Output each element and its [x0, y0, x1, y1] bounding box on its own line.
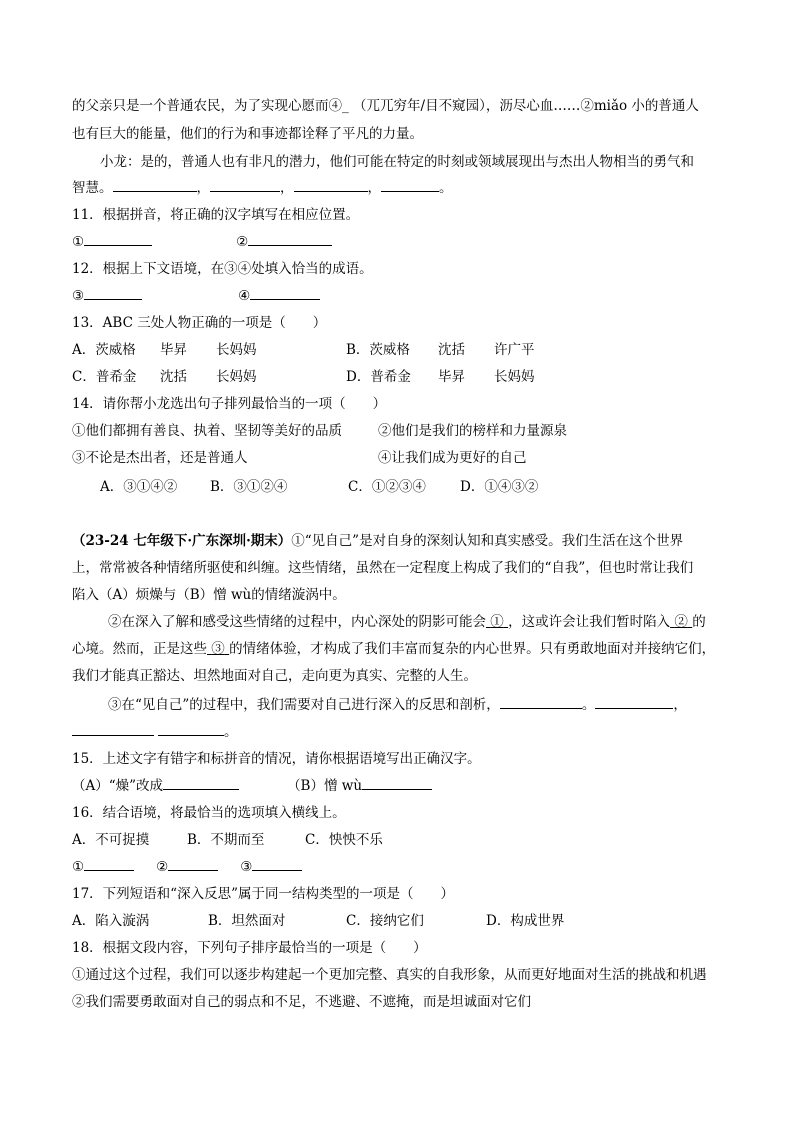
answer-blank[interactable]	[381, 178, 439, 192]
blank-marker: ③	[211, 641, 225, 657]
answer-label: ②	[156, 859, 169, 875]
option-d[interactable]: D．普希金	[346, 369, 411, 385]
option-b[interactable]: B．坦然面对	[208, 913, 286, 929]
passage-line	[108, 695, 754, 715]
question-14-sentences	[72, 421, 754, 441]
answer-blank[interactable]	[163, 776, 239, 790]
answer-blank[interactable]	[168, 857, 218, 871]
sentence-1: ①他们都拥有善良、执着、坚韧等美好的品质	[72, 423, 342, 439]
option-c[interactable]: C．怏怏不乐	[305, 832, 383, 848]
option-b[interactable]: B．茨威格	[346, 342, 410, 358]
question-14-options	[100, 477, 754, 497]
answer-label: ③	[240, 859, 253, 875]
option-d[interactable]: D．①④③②	[460, 479, 539, 495]
paragraph-line: 小龙：是的，普通人也有非凡的潜力，他们可能在特定的时刻或领域展现出与杰出人物相当的勇气和	[100, 154, 694, 170]
option-a-item: 长妈妈	[216, 342, 257, 358]
question-13-options-row	[72, 340, 754, 360]
option-b[interactable]: B．不期而至	[187, 832, 265, 848]
passage-text: ①“见自己”是对自身的深刻认知和真实感受。我们生活在这个世界	[291, 533, 684, 549]
option-d-item: 长妈妈	[494, 369, 535, 385]
question-15-answers	[72, 776, 754, 796]
passage-text: 的情绪体验，才构成了我们丰富而复杂的内心世界。只有勇敢地面对并接纳它们，	[229, 641, 716, 657]
passage-text: 心境。然而，正是这些	[72, 641, 207, 657]
sentence-3: ③不论是杰出者，还是普通人	[72, 450, 248, 466]
answer-blank[interactable]	[595, 695, 673, 709]
answer-blank[interactable]	[294, 178, 368, 192]
blank-marker: ②	[674, 614, 688, 630]
punctuation: 。	[581, 697, 596, 713]
passage-line: 我们才能真正豁达、坦然地面对自己，走向更为真实、完整的人生。	[72, 668, 477, 684]
question-13-stem: 13．ABC 三处人物正确的一项是（ ）	[72, 315, 327, 331]
option-a[interactable]: A．陷入漩涡	[72, 913, 150, 929]
answer-label: （A）“燥”改成	[72, 778, 164, 794]
answer-label: ①	[72, 234, 85, 250]
option-c[interactable]: C．接纳它们	[346, 913, 424, 929]
option-a-item: 毕昇	[160, 342, 187, 358]
question-14-sentences	[72, 448, 754, 468]
passage-line	[72, 722, 754, 742]
answer-label: ①	[72, 859, 85, 875]
question-18-sentence: ②我们需要勇敢面对自己的弱点和不足，不逃避、不遮掩，而是坦诚面对它们	[72, 994, 531, 1010]
answer-blank[interactable]	[72, 722, 154, 736]
paragraph-line	[72, 178, 754, 198]
answer-blank[interactable]	[500, 695, 582, 709]
answer-blank[interactable]	[113, 178, 197, 192]
answer-label: （B）憎 wù	[287, 778, 363, 794]
answer-blank[interactable]	[84, 286, 142, 300]
paragraph-line: 的父亲只是一个普通农民，为了实现心愿而④_ （兀兀穷年/目不窥园），沥尽心血……②miǎo 小的普通人	[72, 98, 699, 114]
sentence-4: ④让我们成为更好的自己	[378, 450, 527, 466]
answer-blank[interactable]	[252, 857, 302, 871]
question-18-stem: 18．根据文段内容，下列句子排序最恰当的一项是（ ）	[72, 940, 427, 956]
option-d-item: 毕昇	[438, 369, 465, 385]
question-16-options	[72, 830, 754, 850]
passage-line: 上，常常被各种情绪所驱使和纠缠。这些情绪，虽然在一定程度上构成了我们的“自我”，但也时常让我们	[72, 560, 694, 576]
question-17-options	[72, 911, 754, 931]
passage-text: 的	[692, 614, 706, 630]
passage-text: ③在“见自己”的过程中，我们需要对自己进行深入的反思和剖析，	[108, 697, 500, 713]
question-15-stem: 15．上述文字有错字和标拼音的情况，请你根据语境写出正确汉字。	[72, 751, 481, 767]
answer-blank[interactable]	[84, 857, 134, 871]
paragraph-text: 智慧。	[72, 180, 113, 196]
question-11-answers	[72, 232, 754, 252]
question-14-stem: 14．请你帮小龙选出句子排列最恰当的一项（ ）	[72, 396, 387, 412]
answer-label: ③	[72, 288, 85, 304]
sentence-2: ②他们是我们的榜样和力量源泉	[378, 423, 567, 439]
option-c-item: 长妈妈	[216, 369, 257, 385]
blank-marker: ①	[490, 614, 504, 630]
paragraph-line: 也有巨大的能量，他们的行为和事迹都诠释了平凡的力量。	[72, 126, 423, 142]
punctuation: 。	[439, 180, 453, 196]
punctuation: ，	[367, 180, 381, 196]
option-c[interactable]: C．普希金	[72, 369, 137, 385]
passage-line	[108, 612, 754, 632]
punctuation: ，	[280, 180, 294, 196]
option-b-item: 许广平	[494, 342, 535, 358]
answer-blank[interactable]	[248, 232, 332, 246]
question-16-stem: 16．结合语境，将最恰当的选项填入横线上。	[72, 805, 346, 821]
option-b-item: 沈括	[438, 342, 465, 358]
question-13-options-row	[72, 367, 754, 387]
option-b[interactable]: B．③①②④	[210, 479, 288, 495]
answer-blank[interactable]	[250, 286, 320, 300]
answer-label: ②	[236, 234, 249, 250]
passage-line	[72, 639, 754, 659]
option-a[interactable]: A．③①④②	[100, 479, 178, 495]
question-17-stem: 17．下列短语和“深入反思”属于同一结构类型的一项是（ ）	[72, 886, 454, 902]
answer-blank[interactable]	[158, 722, 224, 736]
option-a[interactable]: A．茨威格	[72, 342, 136, 358]
source-label: （23-24 七年级下·广东深圳·期末）	[72, 533, 292, 549]
option-a[interactable]: A．不可捉摸	[72, 832, 150, 848]
option-c[interactable]: C．①②③④	[348, 479, 426, 495]
question-16-answers	[72, 857, 754, 877]
passage-line: 陷入（A）烦燥与（B）憎 wù的情绪漩涡中。	[72, 587, 346, 603]
passage-text: ，这或许会让我们暂时陷入	[508, 614, 671, 630]
punctuation: ，	[673, 697, 687, 713]
option-c-item: 沈括	[160, 369, 187, 385]
answer-blank[interactable]	[362, 776, 432, 790]
answer-blank[interactable]	[210, 178, 280, 192]
passage-text: ②在深入了解和感受这些情绪的过程中，内心深处的阴影可能会	[108, 614, 486, 630]
option-d[interactable]: D．构成世界	[486, 913, 565, 929]
question-11-stem: 11．根据拼音，将正确的汉字填写在相应位置。	[72, 207, 360, 223]
punctuation: ，	[196, 180, 210, 196]
passage-line	[72, 531, 754, 551]
question-18-sentence: ①通过这个过程，我们可以逐步构建起一个更加完整、真实的自我形象，从而更好地面对生活的挑战和机遇	[72, 967, 707, 983]
punctuation: 。	[224, 724, 238, 740]
answer-blank[interactable]	[84, 232, 152, 246]
question-12-stem: 12．根据上下文语境，在③④处填入恰当的成语。	[72, 261, 373, 277]
question-12-answers	[72, 286, 754, 306]
answer-label: ④	[238, 288, 251, 304]
